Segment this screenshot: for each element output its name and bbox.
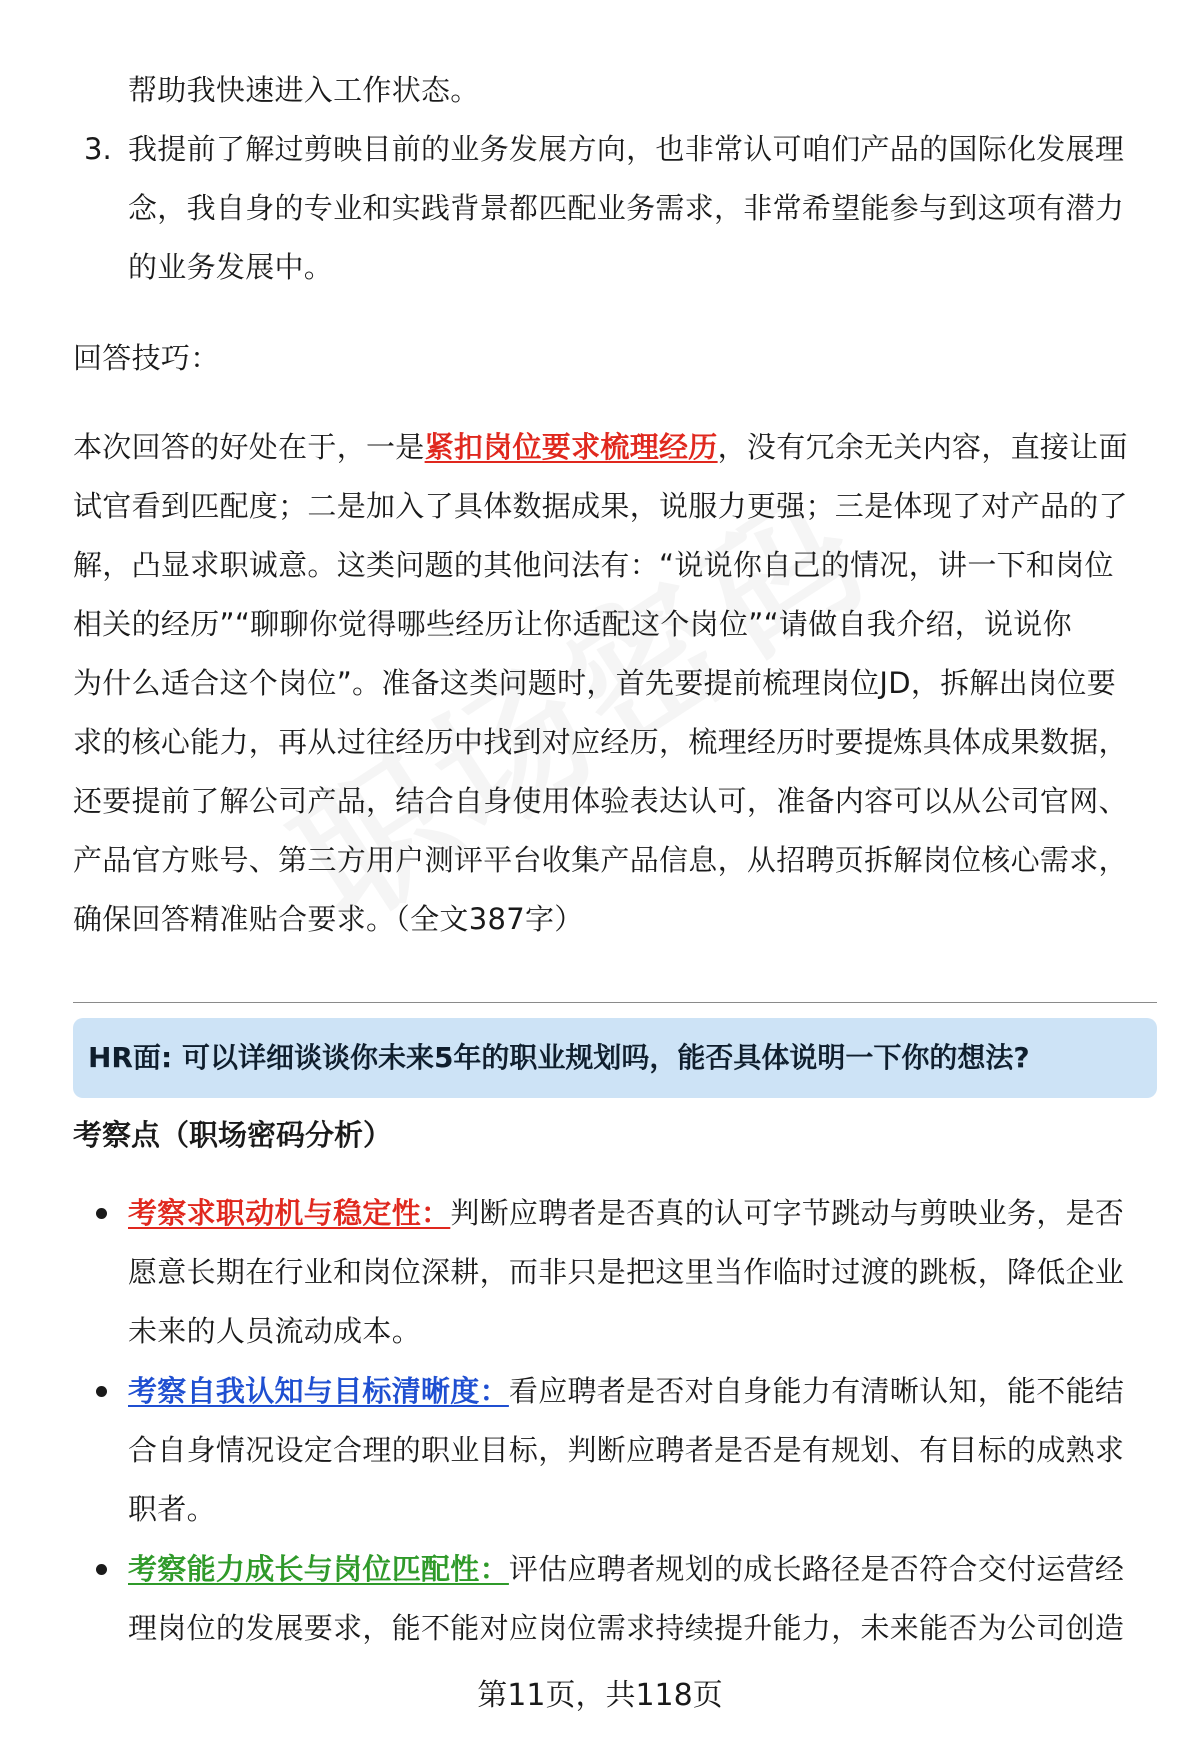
- continuation-line: 帮助我快速进入工作状态。: [128, 73, 480, 107]
- bullet-text: 评估应聘者规划的成长路径是否符合交付运营经: [508, 1552, 1125, 1586]
- tips-line: 求的核心能力，再从过往经历中找到对应经历，梳理经历时要提炼具体成果数据，: [73, 725, 1128, 759]
- tips-line: 为什么适合这个岗位”。准备这类问题时，首先要提前梳理岗位JD，拆解出岗位要: [73, 666, 1117, 700]
- list-number: 3.: [84, 132, 112, 166]
- tips-line: 确保回答精准贴合要求。（全文387字）: [73, 902, 584, 936]
- bullet-line: 愿意长期在行业和岗位深耕，而非只是把这里当作临时过渡的跳板，降低企业: [128, 1255, 1125, 1289]
- bullet-line: 未来的人员流动成本。: [128, 1314, 422, 1348]
- highlight-phrase: 紧扣岗位要求梳理经历: [424, 430, 718, 464]
- bullet-dot: [96, 1208, 107, 1219]
- page-footer: 第11页，共118页: [477, 1678, 723, 1713]
- bullet-text: 看应聘者是否对自身能力有清晰认知，能不能结: [508, 1374, 1125, 1408]
- tips-text: 本次回答的好处在于，一是: [73, 430, 425, 464]
- bullet-line: 理岗位的发展要求，能不能对应岗位需求持续提升能力，未来能否为公司创造: [128, 1611, 1125, 1645]
- bullet-line: 合自身情况设定合理的职业目标，判断应聘者是否是有规划、有目标的成熟求: [128, 1433, 1125, 1467]
- tips-line: 解，凸显求职诚意。这类问题的其他问法有：“说说你自己的情况，讲一下和岗位: [73, 548, 1114, 582]
- tips-line: 产品官方账号、第三方用户测评平台收集产品信息，从招聘页拆解岗位核心需求，: [73, 843, 1128, 877]
- question-text: HR面: 可以详细谈谈你未来5年的职业规划吗，能否具体说明一下你的想法?: [88, 1041, 1030, 1074]
- bullet-text: 判断应聘者是否真的认可字节跳动与剪映业务，是否: [450, 1196, 1125, 1230]
- tips-heading: 回答技巧：: [73, 341, 220, 375]
- bullet-label: 考察自我认知与目标清晰度：: [128, 1374, 509, 1408]
- list-item-line: 的业务发展中。: [128, 250, 334, 284]
- bullet-line: [128, 1371, 1124, 1411]
- tips-line: 还要提前了解公司产品，结合自身使用体验表达认可，准备内容可以从公司官网、: [73, 784, 1128, 818]
- bullet-label: 考察求职动机与稳定性：: [128, 1196, 451, 1230]
- list-item-line: 念，我自身的专业和实践背景都匹配业务需求，非常希望能参与到这项有潜力: [128, 191, 1125, 225]
- bullet-line: [128, 1193, 1124, 1233]
- tips-text: ，没有冗余无关内容，直接让面: [717, 430, 1128, 464]
- list-item-line: 我提前了解过剪映目前的业务发展方向，也非常认可咱们产品的国际化发展理: [128, 132, 1125, 166]
- tips-line: 试官看到匹配度；二是加入了具体数据成果，说服力更强；三是体现了对产品的了: [73, 489, 1128, 523]
- bullet-line: 职者。: [128, 1492, 216, 1526]
- divider: [73, 1002, 1157, 1003]
- bullet-line: [128, 1549, 1124, 1589]
- tips-line: 相关的经历”“聊聊你觉得哪些经历让你适配这个岗位”“请做自我介绍，说说你: [73, 607, 1072, 641]
- bullet-dot: [96, 1564, 107, 1575]
- section-title: 考察点（职场密码分析）: [73, 1118, 393, 1152]
- tips-line: [73, 427, 1128, 467]
- bullet-label: 考察能力成长与岗位匹配性：: [128, 1552, 509, 1586]
- bullet-dot: [96, 1386, 107, 1397]
